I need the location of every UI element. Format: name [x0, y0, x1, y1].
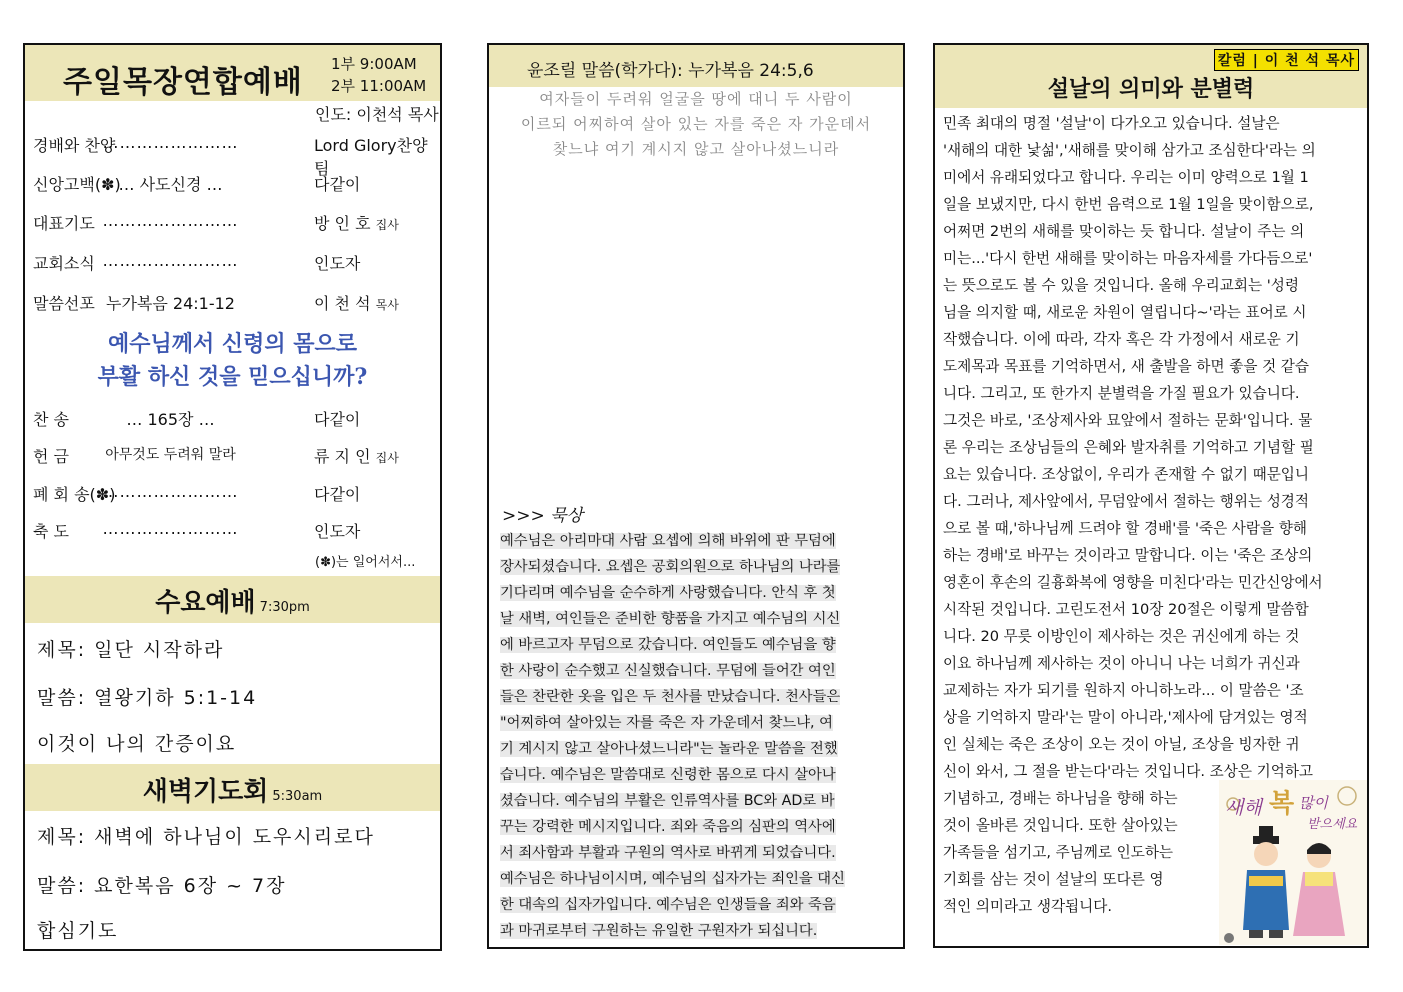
- column-body: 민족 최대의 명절 '설날'이 다가오고 있습니다. 설날은 '새해의 대한 낯섦','새해를 맞이해 삼가고 조심한다'라는 의 미에서 유래되었다고 합니다. 우리는 이미 양력으로 1월 1 일을 보냈지만, 다시 한번 음력으로 1월 1일을 맞이함으로, 어쩌면 2번의 새해를 맞이하는 듯 합니다. 설날이 주는 의 미는...'다시 한번 새해를 맞이하는 마음자세를 가다듬으로' 는 뜻으로도 볼 수 있을 것입니다. 올해 우리교회는 '성령 님을 의지할 때, 새로운 차원이 열립니다~'라는 표어로 시 작했습니다. 이에 따라, 각자 혹은 각 가정에서 새로운 기 도제목과 목표를 기억하면서, 새 출발을 하면 좋을 것 같습 니다. 그리고, 또 한가지 분별력을 가질 필요가 있습니다. 그것은 바로, '조상제사와 묘앞에서 절하는 문화'입니다. 물 론 우리는 조상님들의 은혜와 발자취를 기억하고 기념할 필 요는 있습니다. 조상없이, 우리가 존재할 수 없기 때문입니 다. 그러나, 제사앞에서, 무덤앞에서 절하는 행위는 성경적 으로 볼 때,'하나님께 드려야 할 경배'를 '죽은 사람을 향해 하는 경배'로 바꾸는 것이라고 말합니다. 이는 '죽은 조상의 영혼이 후손의 길흉화복에 영향을 미친다'라는 민간신앙에서 시작된 것입니다. 고린도전서 10장 20절은 이렇게 말씀합 니다. 20 무릇 이방인이 제사하는 것은 귀신에게 하는 것 이요 하나님께 제사하는 것이 아니니 나는 너희가 귀신과 교제하는 자가 되기를 원하지 아니하노라... 이 말씀은 '조 상을 기억하지 말라'는 말이 아니라,'제사에 담겨있는 영적 인 실체는 죽은 조상이 오는 것이 아닐, 조상을 빙자한 귀 신이 와서, 그 절을 받는다'라는 것입니다. 조상은 기억하고 기념하고, 경배는 하나님을 향해 하는 것이 올바른 것입니다. 또한 살아있는 가족들을 섬기고, 주님께로 인도하는 기회를 삼는 것이 설날의 또다른 영 적인 의미라고 생각됩니다.: [943, 115, 1323, 915]
- order-item: 말씀선포: [33, 294, 95, 313]
- dawn-title: 새벽기도회 5:30am: [142, 777, 323, 807]
- order-middle: ……………………: [102, 211, 239, 230]
- order-row: [33, 482, 433, 506]
- meditation-label: >>> 묵상: [502, 506, 583, 526]
- order-item: 교회소식: [33, 254, 95, 273]
- order-person: 인도자: [314, 522, 361, 541]
- service-times: [331, 53, 426, 97]
- dawn-line: 제목: 새벽에 하나님이 도우시리로다: [37, 826, 375, 848]
- order-person: 류 지 인 집사: [314, 447, 399, 466]
- wednesday-line: 제목: 일단 시작하라: [37, 639, 225, 661]
- column-panel: [933, 43, 1369, 948]
- order-row: [33, 291, 433, 315]
- sermon-title: 예수님께서 신령의 몸으로 부활 하신 것을 믿으십니까?: [97, 331, 368, 390]
- service-leader: 인도: 이천석 목사: [315, 105, 439, 124]
- svg-text:많이: 많이: [1299, 794, 1328, 812]
- stand-note: (✽)는 일어서서...: [315, 555, 416, 570]
- dawn-line: 합심기도: [37, 920, 119, 942]
- page-title: 주일목장연합예배: [63, 65, 303, 100]
- order-item: 경배와 찬양: [33, 136, 116, 155]
- order-middle: 아무것도 두려워 말라: [105, 447, 236, 463]
- order-person: 이 천 석 목사: [314, 294, 399, 313]
- order-row: [33, 172, 433, 196]
- order-person: 다같이: [314, 175, 361, 194]
- order-middle: ……………………: [102, 251, 239, 270]
- meditation-text: 예수님은 아리마대 사람 요셉에 의해 바위에 판 무덤에 장사되셨습니다. 요셉은 공회의원으로 하나님의 나라를 기다리며 예수님을 순수하게 사랑했습니다. 안식 후 첫 날 새벽, 여인들은 준비한 향품을 가지고 예수님의 시신 에 바르고자 무덤으로 갔습니다. 여인들도 예수님을 향 한 사랑이 순수했고 신실했습니다. 무덤에 들어간 여인 들은 찬란한 옷을 입은 두 천사를 만났습니다. 천사들은 "어찌하여 살아있는 자를 죽은 자 가운데서 찾느냐, 여 기 계시지 않고 살아나셨느니라"는 놀라운 말씀을 전했 습니다. 예수님은 말씀대로 신령한 몸으로 다시 살아나 셨습니다. 예수님의 부활은 인류역사를 BC와 AD로 바 꾸는 강력한 메시지입니다. 죄와 죽음의 심판의 역사에 서 죄사함과 부활과 구원의 역사로 바뀌게 되었습니다. 예수님은 하나님이시며, 예수님의 십자가는 죄인을 대신 한 대속의 십자가입니다. 예수님은 인생들을 죄와 죽음 과 마귀로부터 구원하는 유일한 구원자가 되십니다.: [500, 533, 845, 939]
- scripture-heading: 윤조릴 말씀(학가다): 누가복음 24:5,6: [527, 61, 814, 81]
- wednesday-line: 말씀: 열왕기하 5:1-14: [37, 687, 258, 709]
- order-middle: ……………………: [102, 519, 239, 538]
- svg-text:새해: 새해: [1225, 797, 1262, 819]
- order-person: Lord Glory찬양팀: [314, 136, 428, 178]
- order-item: 찬 송: [33, 410, 69, 429]
- order-row: [33, 251, 433, 275]
- wednesday-title: 수요예배 7:30pm: [155, 588, 310, 618]
- worship-order-panel: [23, 43, 442, 951]
- order-person: 다같이: [314, 410, 361, 429]
- order-item: 대표기도: [33, 214, 95, 233]
- order-middle: … 사도신경 …: [118, 175, 223, 194]
- dawn-line: 말씀: 요한복음 6장 ~ 7장: [37, 875, 287, 897]
- order-row: [33, 519, 433, 543]
- order-middle: … 165장 …: [126, 410, 215, 429]
- order-middle: 누가복음 24:1-12: [106, 294, 235, 313]
- wednesday-line: 이것이 나의 간증이요: [37, 733, 237, 755]
- order-row: [33, 444, 433, 468]
- scripture-verse: 여자들이 두려워 얼굴을 땅에 대니 두 사람이 이르되 어찌하여 살아 있는 자를 죽은 자 가운데서 찾느냐 여기 계시지 않고 살아나셨느니라: [520, 90, 872, 158]
- order-row: [33, 211, 433, 235]
- order-middle: ……………………: [102, 482, 239, 501]
- first-service-time: 1부 9:00AM: [331, 55, 417, 73]
- column-tag: 칼럼 | 이 천 석 목사: [1214, 49, 1359, 71]
- second-service-time: 2부 11:00AM: [331, 77, 427, 95]
- scripture-panel: [487, 43, 905, 949]
- order-item: 신앙고백(✽): [33, 175, 121, 194]
- svg-text:복: 복: [1269, 789, 1295, 819]
- order-row: [33, 407, 433, 431]
- new-year-greeting-illustration: [1219, 780, 1367, 945]
- order-row: [33, 133, 433, 178]
- order-person: 인도자: [314, 254, 361, 273]
- order-item: 폐 회 송(✽): [33, 485, 116, 504]
- svg-text:받으세요: 받으세요: [1307, 817, 1358, 832]
- order-middle: ……………………: [102, 133, 239, 152]
- order-person: 방 인 호 집사: [314, 214, 399, 233]
- order-person: 다같이: [314, 485, 361, 504]
- order-item: 헌 금: [33, 447, 69, 466]
- order-item: 축 도: [33, 522, 69, 541]
- column-heading: 설날의 의미와 분별력: [1047, 77, 1255, 102]
